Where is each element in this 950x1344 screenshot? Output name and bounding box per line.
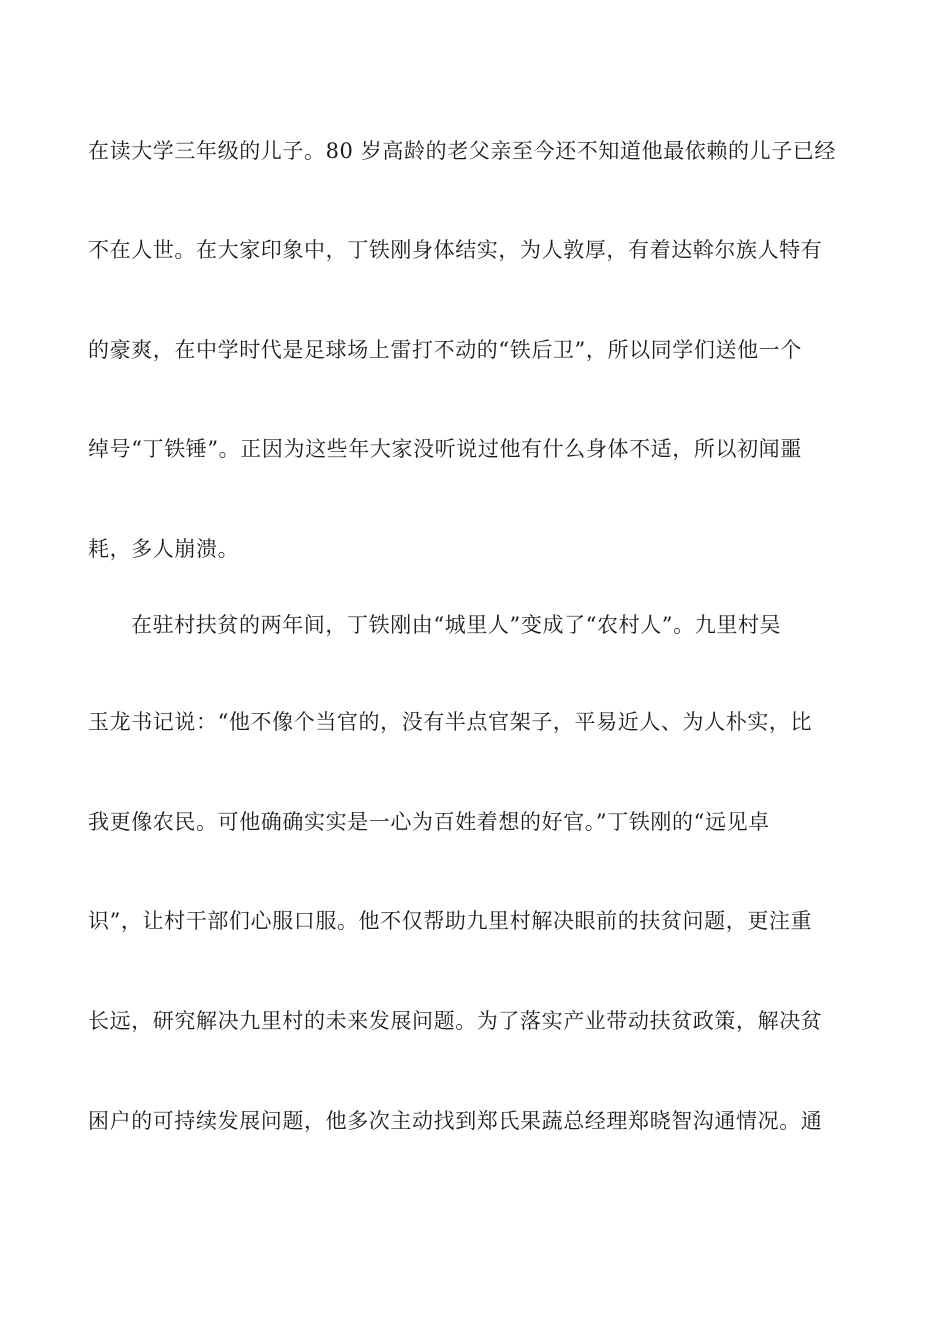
text-line: 耗，多人崩溃。 [88,537,240,561]
text-line: 绰号“丁铁锤”。正因为这些年大家没听说过他有什么身体不适，所以初闻噩 [88,437,802,461]
text-line: 长远，研究解决九里村的未来发展问题。为了落实产业带动扶贫政策，解决贫 [88,1009,823,1033]
text-line: 不在人世。在大家印象中，丁铁刚身体结实，为人敦厚，有着达斡尔族人特有 [88,238,823,262]
text-line: 我更像农民。可他确确实实是一心为百姓着想的好官。”丁铁刚的“远见卓 [88,810,770,834]
paragraph-first-line: 在驻村扶贫的两年间，丁铁刚由“城里人”变成了“农村人”。九里村吴 [131,613,782,637]
text-line: 识”，让村干部们心服口服。他不仅帮助九里村解决眼前的扶贫问题，更注重 [88,909,813,933]
text-line: 在读大学三年级的儿子。80 岁高龄的老父亲至今还不知道他最依赖的儿子已经 [88,139,836,163]
text-line: 困户的可持续发展问题，他多次主动找到郑氏果蔬总经理郑晓智沟通情况。通 [88,1109,823,1133]
text-line: 玉龙书记说：“他不像个当官的，没有半点官架子，平易近人、为人朴实，比 [88,710,813,734]
text-line: 的豪爽，在中学时代是足球场上雷打不动的“铁后卫”，所以同学们送他一个 [88,338,802,362]
